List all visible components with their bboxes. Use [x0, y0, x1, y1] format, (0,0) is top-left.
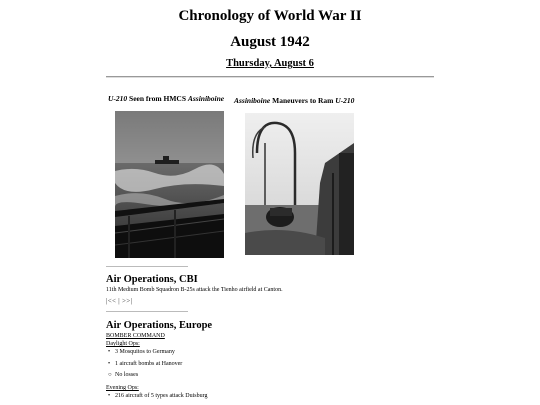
- section-heading-europe: Air Operations, Europe: [106, 320, 213, 331]
- bullet-icon: •: [108, 349, 111, 355]
- section-heading-cbi: Air Operations, CBI: [106, 274, 198, 285]
- cbi-entry: 11th Medium Bomb Squadron B-25s attack the Tienho airfield at Canton.: [106, 287, 283, 293]
- list-item: • 216 aircraft of 5 types attack Duisburg: [108, 393, 208, 399]
- nav-separator: |: [118, 297, 120, 305]
- evening-ops-label: Evening Ops:: [106, 385, 139, 391]
- bullet-icon: •: [108, 361, 111, 367]
- section-divider: [106, 311, 188, 312]
- list-item: • 1 aircraft bombs at Hanover: [108, 361, 183, 367]
- circle-bullet-icon: ○: [108, 372, 112, 378]
- bomber-command-label: BOMBER COMMAND: [106, 333, 165, 339]
- section-divider: [106, 266, 188, 267]
- daylight-ops-label: Daylight Ops:: [106, 341, 140, 347]
- photo-caption-1: U-210 Seen from HMCS Assiniboine: [108, 94, 225, 103]
- divider: [106, 76, 434, 78]
- page-title: Chronology of World War II: [178, 8, 362, 24]
- nav-prev-button[interactable]: |<<: [106, 297, 117, 305]
- bullet-icon: •: [108, 393, 111, 399]
- list-item: ○ No losses: [108, 372, 139, 378]
- photo-caption-2: Assiniboine Maneuvers to Ram U-210: [234, 96, 355, 105]
- list-item: • 3 Mosquitos to Germany: [108, 349, 175, 355]
- nav-next-button[interactable]: >>|: [122, 297, 133, 305]
- photo-assiniboine-ram[interactable]: [245, 113, 354, 255]
- photo-u210-from-assiniboine[interactable]: [115, 111, 224, 258]
- nav-bar: [106, 297, 132, 305]
- page-month: August 1942: [230, 34, 310, 50]
- page-date: Thursday, August 6: [226, 58, 314, 69]
